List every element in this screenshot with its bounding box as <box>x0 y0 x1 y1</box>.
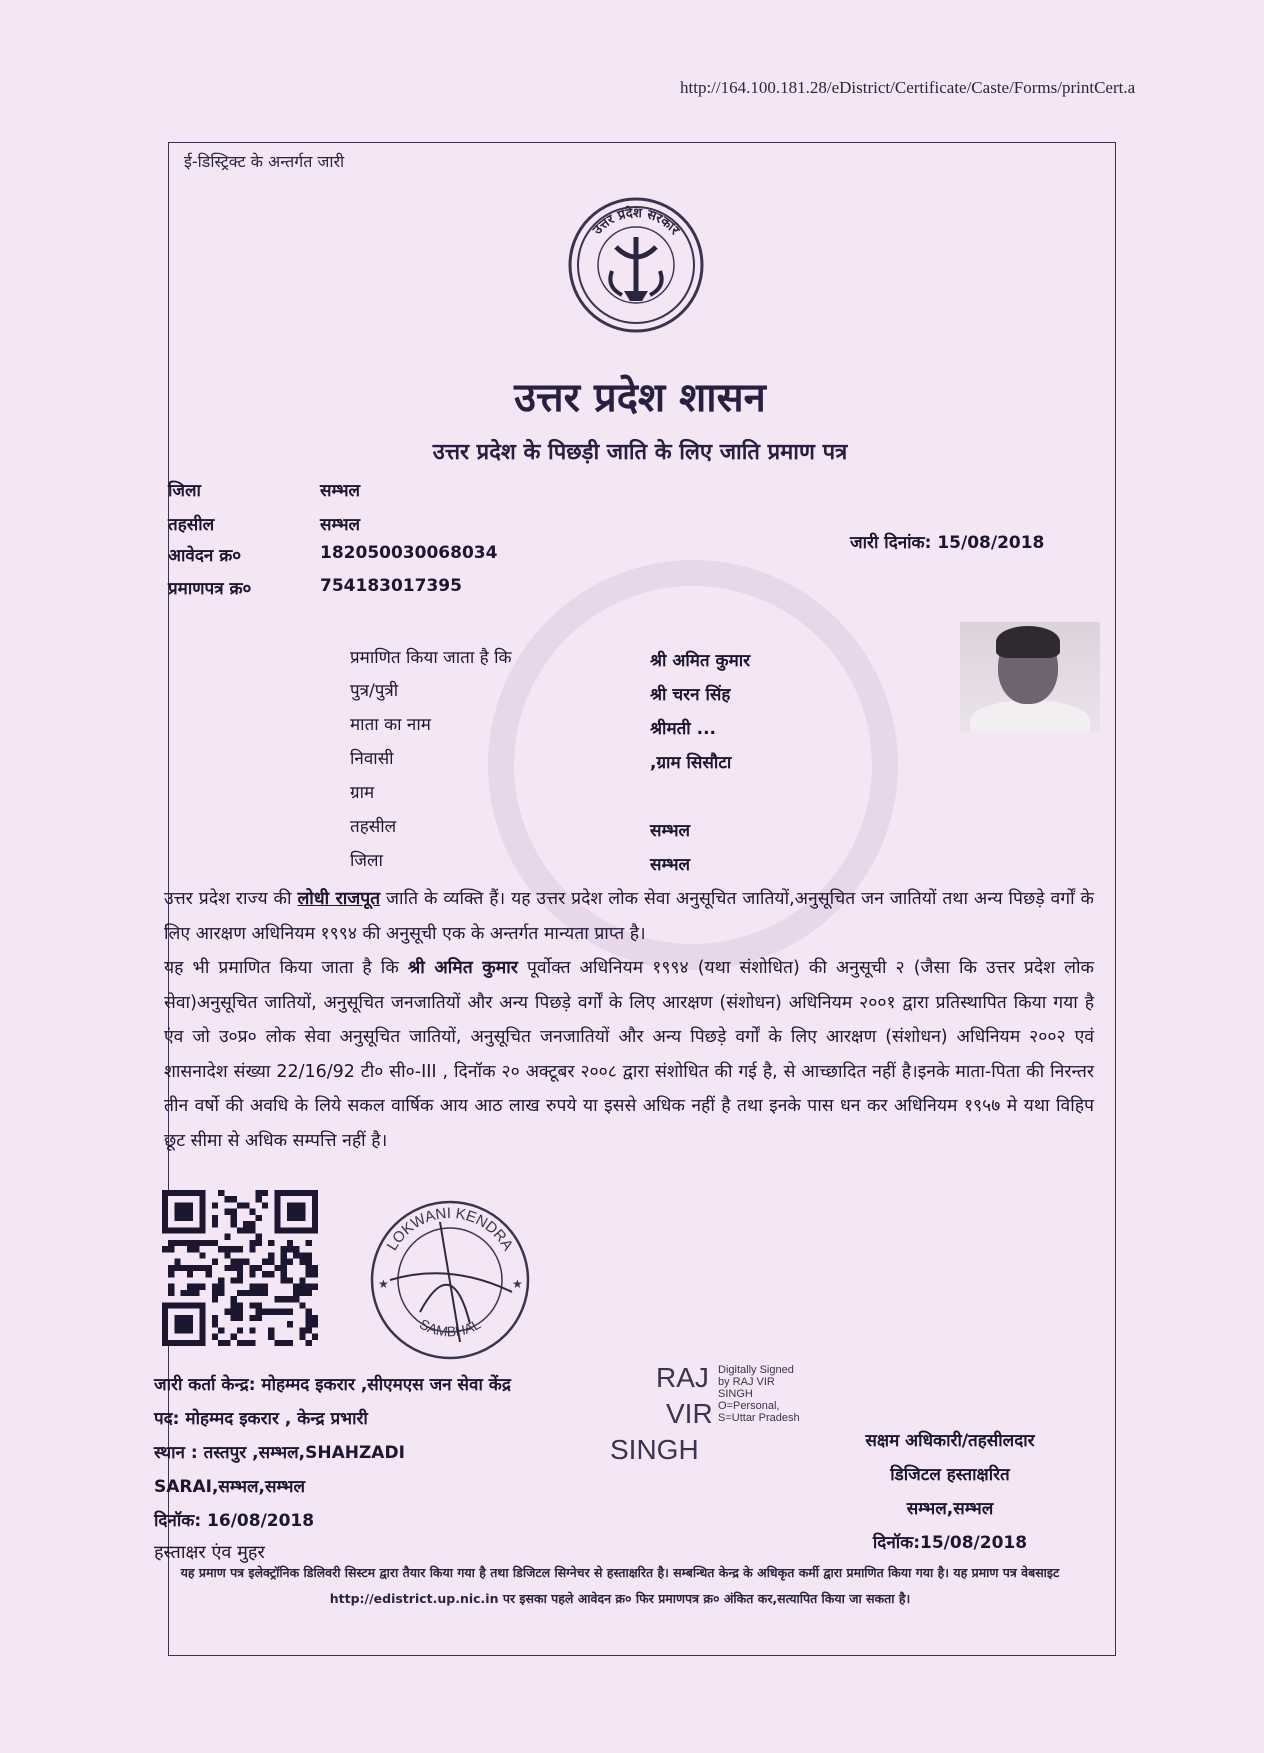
authority-digital-signed: डिजिटल हस्ताक्षरित <box>890 1465 1010 1485</box>
meta-value: सम्भल <box>320 515 361 535</box>
body-text: यह भी प्रमाणित किया जाता है कि <box>164 958 408 978</box>
government-title: उत्तर प्रदेश शासन <box>514 375 766 421</box>
lokwani-kendra-stamp-icon <box>360 1192 540 1362</box>
detail-label: निवासी <box>350 749 394 769</box>
detail-value: श्री अमित कुमार <box>650 651 751 671</box>
digital-signature-singh: SINGH <box>610 1434 699 1465</box>
meta-value: 182050030068034 <box>320 543 498 563</box>
issuer-place: स्थान : तस्तपुर ,सम्भल,SHAHZADI <box>154 1443 405 1463</box>
detail-label: जिला <box>350 851 383 871</box>
issuer-designation: पद: मोहम्मद इकरार , केन्द्र प्रभारी <box>154 1409 368 1429</box>
applicant-photo-icon <box>960 622 1100 732</box>
edistrict-label: ई-डिस्ट्रिक्ट के अन्तर्गत जारी <box>184 152 345 171</box>
digital-signature-raj: RAJ <box>656 1362 709 1393</box>
authority-designation: सक्षम अधिकारी/तहसीलदार <box>865 1431 1035 1451</box>
detail-value: ,ग्राम सिसौटा <box>650 753 732 773</box>
digital-signature-details <box>718 1364 800 1424</box>
signature-seal-label: हस्ताक्षर एंव मुहर <box>154 1542 265 1563</box>
issuer-place-cont: SARAI,सम्भल,सम्भल <box>154 1477 306 1497</box>
qr-code-icon <box>162 1190 318 1346</box>
meta-label: जिला <box>168 481 201 501</box>
svg-text:LOKWANI KENDRA <box>384 1205 517 1254</box>
authority-location: सम्भल,सम्भल <box>906 1499 994 1519</box>
emblem-text: उत्तर प्रदेश सरकार <box>590 205 682 238</box>
uttar-pradesh-emblem-icon <box>566 195 706 335</box>
detail-label: ग्राम <box>350 783 375 803</box>
caste-name: लोधी राजपूत <box>297 889 381 909</box>
issuer-center: जारी कर्ता केन्द्र: मोहम्मद इकरार ,सीएमएस जन सेवा केंद्र <box>154 1375 511 1395</box>
footer-note: यह प्रमाण पत्र इलेक्ट्रॉनिक डिलिवरी सिस्टम द्वारा तैयार किया गया है तथा डिजिटल सिग्नेचर से हस्ताक्षरित है। सम्बन्धित केन्द्र के अधिकृत कर्मी द्वारा प्रमाणित किया गया है। यह प्रमाण पत्र वेबसाइट http://edistrict.up.nic.in पर इसका पहले आवेदन क्र० फिर प्रमाणपत्र क्र० अंकित कर,सत्यापित किया जा सकता है। <box>180 1565 1060 1606</box>
detail-value: सम्भल <box>650 855 691 875</box>
page-url: http://164.100.181.28/eDistrict/Certificate/Caste/Forms/printCert.a <box>680 78 1136 97</box>
detail-label: माता का नाम <box>350 715 431 735</box>
body-text: पूर्वोक्त अधिनियम १९९४ (यथा संशोधित) की अनुसूची २ (जैसा कि उत्तर प्रदेश लोक सेवा)अनुसूचित जातियों, अनुसूचित जनजातियों और अन्य पिछड़े वर्गों के लिए आरक्षण (संशोधन) अधिनियम २००१ द्वारा प्रतिस्थापित किया गया है एंव जो उ०प्र० लोक सेवा अनुसूचित जातियों, अनुसूचित जनजातियों और अन्य पिछड़े वर्गों के लिए आरक्षण (संशोधन) अधिनियम २००२ एवं शासनादेश संख्या 22/16/92 टी० सी०-III , दिनॉक २० अक्टूबर २००८ द्वारा संशोधित की गई है, से आच्छादित नहीं है।इनके माता-पिता की निरन्तर तीन वर्षो की अवधि के लिये सकल वार्षिक आय आठ लाख रुपये या इससे अधिक नहीं है तथा इनके पास धन कर अधिनियम १९५७ मे यथा विहिप छूट सीमा से अधिक सम्पत्ति नहीं है। <box>164 958 1094 1151</box>
dsig-line: SINGH <box>718 1388 753 1400</box>
body-text: जाति के व्यक्ति हैं। यह उत्तर प्रदेश लोक सेवा अनुसूचित जातियों,अनुसूचित जन जातियों तथा अन्य पिछड़े वर्गों के लिए आरक्षण अधिनियम १९९४ की अनुसूची एक के अन्तर्गत मान्यता प्राप्त है। <box>164 889 1094 944</box>
svg-text:★: ★ <box>512 1277 523 1291</box>
detail-label: तहसील <box>350 817 397 837</box>
dsig-line: S=Uttar Pradesh <box>718 1412 800 1424</box>
detail-value: श्री चरन सिंह <box>650 685 731 705</box>
svg-text:उत्तर प्रदेश सरकार <box>589 205 682 239</box>
meta-value: सम्भल <box>320 481 361 501</box>
stamp-top-text: LOKWANI KENDRA <box>383 1204 517 1254</box>
meta-label: आवेदन क्र० <box>168 546 242 566</box>
meta-label: प्रमाणपत्र क्र० <box>168 579 252 599</box>
dsig-line: Digitally Signed <box>718 1364 794 1376</box>
dsig-line: O=Personal, <box>718 1400 780 1412</box>
detail-value: श्रीमती ... <box>650 719 716 739</box>
certificate-body <box>164 882 1094 1158</box>
certificate-title: उत्तर प्रदेश के पिछड़ी जाति के लिए जाति प्रमाण पत्र <box>432 440 848 465</box>
body-text: उत्तर प्रदेश राज्य की <box>164 889 298 909</box>
digital-signature-vir: VIR <box>666 1398 713 1429</box>
applicant-name: श्री अमित कुमार <box>407 958 518 978</box>
meta-value: 754183017395 <box>320 576 462 596</box>
detail-value: सम्भल <box>650 821 691 841</box>
issue-date: जारी दिनांक: 15/08/2018 <box>850 533 1045 553</box>
svg-text:SAMBHAL <box>417 1316 484 1340</box>
detail-label: प्रमाणित किया जाता है कि <box>350 648 512 668</box>
issuer-date: दिनॉक: 16/08/2018 <box>154 1511 315 1531</box>
stamp-bottom-text: SAMBHAL <box>416 1315 484 1340</box>
meta-label: तहसील <box>168 515 215 535</box>
svg-text:★: ★ <box>378 1277 389 1291</box>
authority-date: दिनॉक:15/08/2018 <box>872 1533 1028 1553</box>
dsig-line: by RAJ VIR <box>718 1376 775 1388</box>
detail-label: पुत्र/पुत्री <box>350 681 399 701</box>
